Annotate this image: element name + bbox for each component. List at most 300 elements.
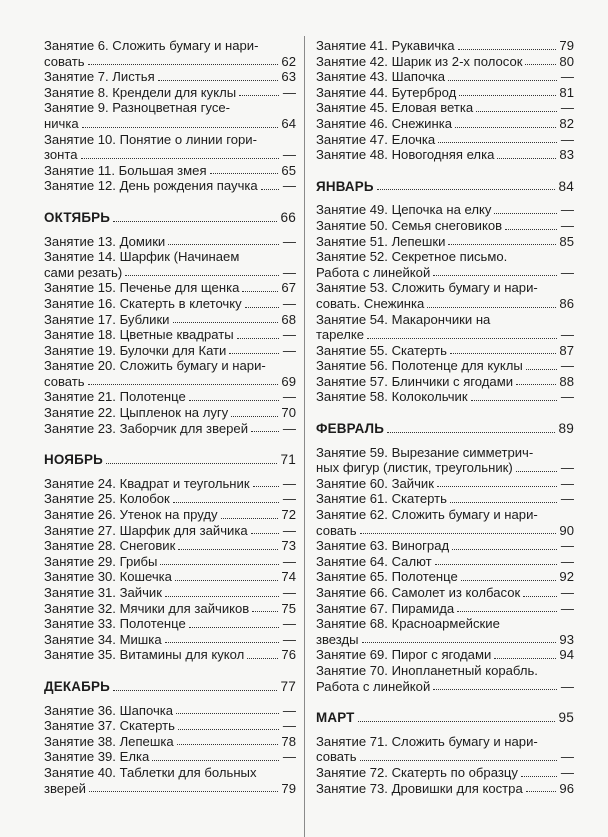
page-number: 85 [559,233,574,249]
section-gap [316,405,574,421]
page-number: 81 [559,84,574,100]
dot-leader [387,432,555,433]
section-gap [316,694,574,710]
section-gap [316,437,574,445]
dot-leader [158,80,279,81]
entry-title: ных фигур (листик, треугольник) [316,460,513,476]
entry-title: Занятие 20. Сложить бумагу и нари- [44,358,266,374]
page-number: 66 [280,209,296,225]
month-heading [316,421,574,437]
page-number: 80 [559,53,574,69]
column-divider [304,36,305,837]
entry-title: Занятие 57. Блинчики с ягодами [316,373,514,389]
page-number: — [560,389,574,405]
dot-leader [458,49,557,50]
section-gap [44,695,296,703]
dot-leader [88,64,279,65]
entry-title: Занятие 37. Скатерть [44,718,175,734]
page-number: — [560,678,574,694]
dot-leader [168,244,279,245]
entry-title: Занятие 49. Цепочка на елку [316,202,492,218]
dot-leader [427,307,556,308]
entry-title: Занятие 66. Самолет из колбасок [316,585,521,600]
toc-entry [44,405,296,421]
dot-leader [125,275,279,276]
page-number: — [560,764,574,780]
toc-entry-continuation [44,54,296,70]
entry-title: Занятие 47. Елочка [316,131,436,147]
entry-title: Занятие 18. Цветные квадраты [44,327,234,343]
page-number: — [560,600,574,616]
entry-title: Занятие 53. Сложить бумагу и нари- [316,280,538,296]
dot-leader [229,353,279,354]
month-title: МАРТ [316,710,355,726]
toc-entry [44,554,296,570]
entry-title: звезды [316,631,359,647]
entry-title: Занятие 51. Лепешки [316,233,446,249]
month-title: ДЕКАБРЬ [44,678,110,694]
page-number: 94 [559,647,574,663]
toc-entry [44,491,296,507]
toc-entry [316,312,574,328]
entry-title: Занятие 35. Витамины для кукол [44,647,245,663]
toc-entry [44,703,296,719]
page-number: — [282,84,296,100]
toc-entry [316,249,574,265]
dot-leader [113,690,278,691]
entry-title: совать. Снежинка [316,295,425,311]
dot-leader [189,400,279,401]
month-heading [44,452,296,468]
dot-leader [177,744,279,745]
month-heading [44,679,296,695]
page-number: 90 [559,522,574,538]
toc-entry [316,491,574,507]
toc-entry-continuation [316,296,574,312]
toc-entry [44,647,296,663]
toc-entry [316,554,574,570]
entry-title: Занятие 15. Печенье для щенка [44,280,240,296]
month-title: ФЕВРАЛЬ [316,421,385,437]
entry-title: Занятие 67. Пирамида [316,600,455,616]
page-number: — [282,389,296,405]
toc-entry-continuation [316,327,574,343]
entry-title: Занятие 61. Скатерть [316,491,447,507]
dot-leader [82,127,279,128]
page-number: 64 [281,115,296,131]
dot-leader [494,658,556,659]
toc-entry [44,389,296,405]
entry-title: Занятие 52. Секретное письмо. [316,249,508,265]
dot-leader [106,463,278,464]
toc-entry [316,116,574,132]
toc-entry [44,601,296,617]
entry-title: Занятие 69. Пирог с ягодами [316,647,492,663]
dot-leader [160,564,279,565]
toc-entry [44,327,296,343]
entry-title: Занятие 45. Еловая ветка [316,100,474,116]
page-number: 69 [281,373,296,389]
entry-title: зверей [44,780,86,796]
entry-title: Занятие 46. Снежинка [316,115,453,131]
dot-leader [247,658,278,659]
dot-leader [210,173,279,174]
page-number: — [282,631,296,647]
entry-title: Занятие 9. Разноцветная гусе- [44,100,231,116]
entry-title: Занятие 58. Колокольчик [316,389,468,405]
page-number: 79 [281,780,296,796]
toc-entry-continuation [44,781,296,797]
dot-leader [433,275,557,276]
dot-leader [231,416,278,417]
section-gap [44,663,296,679]
toc-entry [44,718,296,734]
entry-title: Занятие 56. Полотенце для куклы [316,358,523,374]
page-number: 95 [558,710,574,726]
toc-entry [44,734,296,750]
entry-title: Занятие 43. Шапочка [316,69,446,85]
toc-entry [316,389,574,405]
page-number: 65 [281,162,296,178]
toc-entry-continuation [316,749,574,765]
entry-title: сами резать) [44,264,123,280]
toc-entry [44,343,296,359]
dot-leader [505,229,557,230]
entry-title: Занятие 65. Полотенце [316,569,458,585]
page-number: — [560,100,574,116]
entry-title: Занятие 42. Шарик из 2-х полосок [316,53,523,69]
dot-leader [175,580,278,581]
toc-entry [44,132,296,148]
entry-title: ничка [44,115,79,131]
dot-leader [358,721,556,722]
entry-title: Занятие 11. Большая змея [44,162,207,178]
toc-entry [316,234,574,250]
toc-entry [44,358,296,374]
page-number: — [282,585,296,600]
toc-entry [316,476,574,492]
toc-entry [316,374,574,390]
toc-entry [316,100,574,116]
page-number: 83 [559,147,574,163]
toc-entry-continuation [316,679,574,695]
toc-entry [316,538,574,554]
dot-leader [526,791,557,792]
dot-leader [261,189,279,190]
entry-title: Занятие 24. Квадрат и теугольник [44,475,250,491]
toc-entry [316,569,574,585]
dot-leader [516,471,557,472]
toc-entry [316,218,574,234]
toc-entry [316,781,574,797]
entry-title: Занятие 27. Шарфик для зайчика [44,522,248,538]
dot-leader [494,213,557,214]
entry-title: Занятие 60. Зайчик [316,475,434,491]
toc-entry [44,523,296,539]
page-number: — [282,178,296,194]
section-gap [316,726,574,734]
entry-title: Занятие 23. Заборчик для зверей [44,420,249,436]
toc-entry [316,734,574,750]
entry-title: Занятие 28. Снеговик [44,538,176,554]
section-gap [44,194,296,210]
entry-title: совать [316,522,357,538]
dot-leader [81,158,279,159]
toc-entry [44,100,296,116]
page-number: — [282,147,296,163]
section-gap [44,468,296,476]
month-heading [316,179,574,195]
page-number: — [560,491,574,507]
entry-title: Занятие 6. Сложить бумагу и нари- [44,38,259,53]
toc-entry-continuation [316,632,574,648]
toc-entry [316,54,574,70]
entry-title: Занятие 39. Елка [44,749,150,765]
page-number: 84 [558,178,574,194]
toc-left-column [44,38,296,796]
page-number: — [282,327,296,343]
page-number: 93 [559,631,574,647]
page-number: — [282,475,296,491]
dot-leader [452,549,557,550]
page-number: — [282,522,296,538]
page-number: — [560,538,574,554]
toc-entry [316,601,574,617]
entry-title: Занятие 32. Мячики для зайчиков [44,600,250,616]
dot-leader [525,64,556,65]
toc-entry [316,38,574,54]
page-number: 75 [281,600,296,616]
page-number: — [560,202,574,218]
entry-title: Занятие 70. Инопланетный корабль. [316,662,538,678]
month-title: ЯНВАРЬ [316,178,374,194]
dot-leader [448,80,557,81]
toc-entry [44,421,296,437]
dot-leader [165,642,279,643]
toc-entry [316,616,574,632]
page-number: 88 [559,373,574,389]
toc-entry [316,663,574,679]
page-number: — [560,264,574,280]
page-number: — [560,327,574,343]
dot-leader [88,384,279,385]
dot-leader [497,158,556,159]
entry-title: Занятие 64. Салют [316,553,432,569]
toc-entry [44,507,296,523]
page-number: — [560,585,574,600]
entry-title: совать [316,749,357,765]
toc-entry [44,178,296,194]
dot-leader [251,533,279,534]
toc-entry [316,202,574,218]
entry-title: Занятие 48. Новогодняя елка [316,147,495,163]
page-number: 62 [281,53,296,69]
page-number: — [282,420,296,436]
dot-leader [173,322,279,323]
toc-entry [44,538,296,554]
entry-title: Занятие 50. Семья снеговиков [316,217,503,233]
page-number: 87 [559,342,574,358]
entry-title: Занятие 41. Рукавичка [316,38,455,53]
page-number: — [282,491,296,507]
page-number: 70 [281,405,296,421]
toc-entry [316,132,574,148]
toc-entry [316,445,574,461]
toc-entry [316,343,574,359]
page-number: — [282,553,296,569]
page-number: — [282,718,296,734]
toc-entry [44,69,296,85]
toc-entry [316,280,574,296]
entry-title: Занятие 38. Лепешка [44,733,174,749]
page-number: — [282,702,296,718]
page-number: — [282,264,296,280]
page-number: — [560,553,574,569]
entry-title: Занятие 72. Скатерть по образцу [316,764,518,780]
dot-leader [237,338,279,339]
page-number: 79 [559,38,574,53]
entry-title: Занятие 55. Скатерть [316,342,447,358]
toc-entry-continuation [44,147,296,163]
toc-entry [44,234,296,250]
dot-leader [526,369,557,370]
dot-leader [245,307,279,308]
toc-entry [316,585,574,601]
entry-title: Занятие 14. Шарфик (Начинаем [44,249,240,265]
dot-leader [362,642,557,643]
entry-title: Занятие 12. День рождения паучка [44,178,258,194]
dot-leader [253,486,279,487]
dot-leader [178,549,278,550]
section-gap [44,226,296,234]
month-heading [44,210,296,226]
dot-leader [89,791,278,792]
dot-leader [152,760,279,761]
entry-title: Занятие 59. Вырезание симметрич- [316,444,534,460]
page-number: 96 [559,780,574,796]
entry-title: тарелке [316,327,365,343]
toc-entry [44,280,296,296]
toc-entry-continuation [316,460,574,476]
dot-leader [476,111,557,112]
page-number: — [282,295,296,311]
toc-entry [44,249,296,265]
toc-entry [44,632,296,648]
toc-entry-continuation [316,265,574,281]
toc-entry [316,765,574,781]
entry-title: Работа с линейкой [316,678,431,694]
dot-leader [113,221,277,222]
section-gap [44,436,296,452]
dot-leader [461,580,557,581]
toc-entry-continuation [44,265,296,281]
dot-leader [433,689,557,690]
entry-title: Занятие 26. Утенок на пруду [44,507,218,523]
dot-leader [377,189,556,190]
dot-leader [178,729,279,730]
entry-title: Занятие 54. Макарончики на [316,311,491,327]
dot-leader [459,95,556,96]
entry-title: Занятие 33. Полотенце [44,616,186,632]
entry-title: Занятие 71. Сложить бумагу и нари- [316,733,538,749]
entry-title: Занятие 22. Цыпленок на лугу [44,405,229,421]
toc-entry-continuation [44,116,296,132]
toc-entry [44,749,296,765]
toc-entry [44,38,296,54]
dot-leader [437,486,557,487]
page-number: — [282,233,296,249]
dot-leader [252,611,278,612]
dot-leader [251,431,279,432]
toc-entry-continuation [316,523,574,539]
entry-title: совать [44,373,85,389]
page-number: — [282,749,296,765]
dot-leader [360,533,557,534]
entry-title: Занятие 13. Домики [44,233,166,249]
toc-entry [316,69,574,85]
dot-leader [516,384,556,385]
dot-leader [176,713,279,714]
section-gap [316,163,574,179]
dot-leader [173,502,279,503]
page-number: 89 [558,421,574,437]
page-number: 72 [281,507,296,523]
toc-entry [316,85,574,101]
toc-entry [316,147,574,163]
page-number: 67 [281,280,296,296]
page-number: — [560,69,574,85]
month-title: НОЯБРЬ [44,452,103,468]
dot-leader [239,95,279,96]
dot-leader [523,596,557,597]
dot-leader [189,627,279,628]
page-number: 63 [281,69,296,85]
entry-title: Занятие 19. Булочки для Кати [44,342,227,358]
entry-title: Занятие 17. Бублики [44,311,170,327]
toc-entry [44,765,296,781]
entry-title: Занятие 68. Красноармейские [316,616,500,632]
dot-leader [521,776,557,777]
page-number: 68 [281,311,296,327]
entry-title: Занятие 8. Крендели для куклы [44,84,237,100]
entry-title: совать [44,53,85,69]
page-number: — [282,616,296,632]
toc-entry [44,585,296,601]
entry-title: Занятие 7. Листья [44,69,155,85]
entry-title: Занятие 10. Понятие о линии гори- [44,131,257,147]
toc-entry [44,296,296,312]
entry-title: Занятие 25. Колобок [44,491,170,507]
entry-title: Занятие 62. Сложить бумагу и нари- [316,507,538,523]
entry-title: Занятие 44. Бутерброд [316,84,457,100]
entry-title: Занятие 34. Мишка [44,631,162,647]
toc-entry [44,569,296,585]
page-number: — [560,217,574,233]
toc-entry-continuation [44,374,296,390]
page-number: 73 [281,538,296,554]
dot-leader [450,502,557,503]
entry-title: Занятие 31. Зайчик [44,585,162,600]
page-number: 71 [280,452,296,468]
entry-title: Занятие 21. Полотенце [44,389,186,405]
dot-leader [448,244,556,245]
page-number: — [560,475,574,491]
toc-entry [44,85,296,101]
dot-leader [367,338,557,339]
page-number: — [560,460,574,476]
dot-leader [457,611,557,612]
toc-entry [44,312,296,328]
